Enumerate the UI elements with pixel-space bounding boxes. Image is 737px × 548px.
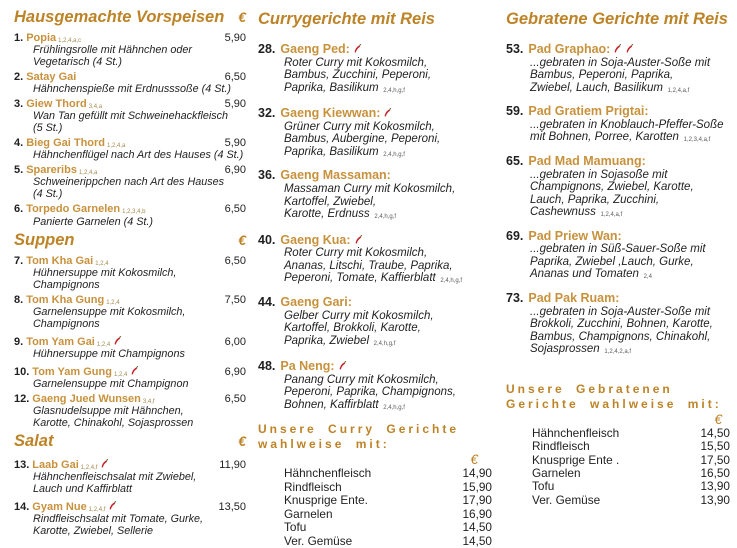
item-name: Giew Thord (26, 98, 87, 111)
option-label: Rindfleisch (284, 479, 342, 494)
item-description-line: Champignons (33, 278, 100, 291)
option-row (258, 535, 494, 548)
option-label: Garnelen (532, 465, 581, 480)
menu-item-header (14, 294, 246, 306)
option-price: 14,50 (700, 425, 730, 440)
item-description-line: Gelber Curry mit Kokosmilch, (284, 309, 434, 322)
chili-icon (353, 42, 362, 54)
menu-item (14, 164, 246, 200)
item-price: 5,90 (224, 137, 246, 150)
item-description-line: Glasnudelsuppe mit Hähnchen, (33, 404, 184, 417)
item-price: 5,90 (224, 31, 246, 44)
item-price: 6,50 (224, 71, 246, 84)
item-number: 8. (14, 293, 24, 306)
item-name: Tom Kha Gai (26, 254, 94, 267)
chili-icon (100, 457, 109, 469)
section-title-fried: Gebratene Gerichte mit Reis (506, 10, 728, 28)
item-number: 2. (14, 71, 24, 84)
item-description-line: Grüner Curry mit Kokosmilch, (284, 120, 435, 133)
options-heading-line2: Gerichte wahlweise mit: (506, 396, 722, 411)
item-number: 5. (14, 164, 24, 177)
item-name: Pad Priew Wan: (528, 228, 622, 243)
item-description-line: Zwiebel, Lauch, Basilikum 1,2,4,a,f (530, 81, 690, 94)
option-label: Tofu (284, 520, 307, 535)
option-label: Ver. Gemüse (532, 492, 601, 507)
menu-item (258, 296, 494, 349)
option-price: 13,90 (700, 479, 730, 494)
option-label: Ver. Gemüse (284, 533, 353, 548)
item-name: Gaeng Massaman: (280, 168, 391, 183)
options-heading-line1: Unsere Gebratenen (506, 381, 673, 396)
menu-item (14, 498, 246, 537)
column-fried-dishes (506, 8, 732, 507)
menu-item-header (258, 296, 494, 310)
section-title: Suppen (14, 230, 75, 249)
item-number: 59. (506, 104, 524, 119)
option-price: 15,50 (700, 439, 730, 454)
menu-item-header (506, 230, 732, 244)
option-price: 17,90 (462, 493, 492, 508)
allergen-codes: 1,2,4 (95, 260, 109, 267)
item-name: Spareribs (26, 164, 77, 177)
item-description-line: Bambus, Zucchini, Peperoni, (284, 69, 432, 82)
item-number: 12. (14, 392, 30, 405)
menu-item-header (258, 358, 494, 374)
option-price: 15,90 (462, 479, 492, 494)
item-number: 32. (258, 106, 276, 121)
menu-item (506, 155, 732, 221)
item-price: 6,90 (224, 365, 246, 378)
euro-symbol: € (470, 452, 478, 468)
menu-item-header (506, 292, 732, 306)
item-name: Pad Mad Mamuang: (528, 153, 646, 168)
item-description-line: mit Bohnen, Porree, Karotten 1,2,3,4,a,f (530, 131, 711, 144)
allergen-codes: 1,2,4,a,f (665, 87, 690, 94)
chili-icon (625, 42, 634, 54)
item-name: Pad Pak Ruam: (528, 290, 620, 305)
item-description-line: Garnelensuppe mit Kokosmilch, (33, 305, 186, 318)
item-name: Gaeng Gari: (280, 294, 352, 309)
item-description-line: Bambus, Peperoni, Paprika, (530, 69, 674, 82)
curry-options-rows (258, 467, 494, 547)
item-description (14, 378, 246, 390)
allergen-codes: 1,2,4,2,a,f (602, 349, 632, 356)
allergen-codes: 2,4,h,g,f (381, 151, 405, 158)
item-number: 48. (258, 359, 276, 374)
item-description (14, 405, 246, 429)
item-description-line: Karotte, Erdnuss 2,4,h,g,f (284, 208, 397, 221)
option-row (258, 508, 494, 521)
item-description-line: Frühlingsrolle mit Hähnchen oder (33, 44, 193, 57)
allergen-codes: 1,2,4,a,c (58, 37, 82, 44)
euro-symbol: € (714, 411, 722, 427)
item-description-line: Karotte, Chinakohl, Sojasprossen (33, 416, 194, 429)
item-description-line: Massaman Curry mit Kokosmilch, (284, 183, 456, 196)
fried-options-block (506, 382, 732, 507)
allergen-codes: 3,4,a (88, 104, 103, 111)
allergen-codes: 1,2,4 (113, 371, 128, 378)
item-description (258, 374, 494, 414)
menu-item (258, 232, 494, 287)
item-description-line: Roter Curry mit Kokosmilch, (284, 56, 428, 69)
menu-item-header (14, 498, 246, 513)
menu-item (14, 137, 246, 161)
option-label: Hähnchenfleisch (284, 466, 372, 481)
item-description-line: Hähnchenspieße mit Erdnusssoße (4 St.) (33, 83, 232, 96)
item-price: 11,90 (219, 458, 246, 471)
section-title: Hausgemachte Vorspeisen (14, 8, 225, 26)
option-label: Knusprige Ente. (284, 493, 368, 508)
item-description (258, 57, 494, 97)
item-description-line: Ananas und Tomaten 2,4 (530, 268, 652, 281)
option-label: Rindfleisch (532, 439, 590, 454)
item-description-line: Champignons, Zwiebel, Karotte, (530, 181, 694, 194)
section-title-curry: Currygerichte mit Reis (258, 10, 435, 28)
item-description-line: ...gebraten in Sojasoße mit (530, 168, 668, 181)
option-price: 14,50 (462, 533, 492, 548)
option-label: Garnelen (284, 506, 333, 521)
item-description-line: ...gebraten in Soja-Auster-Soße mit (530, 305, 711, 318)
allergen-codes: 1,2,4,f (88, 507, 106, 514)
menu-item-header (506, 155, 732, 169)
item-description (506, 243, 732, 283)
option-price: 16,50 (700, 465, 730, 480)
item-description-line: ...gebraten in Knoblauch-Pfeffer-Soße (530, 118, 724, 131)
menu-item-header (14, 333, 246, 348)
item-description-line: Brokkoli, Zucchini, Bohnen, Karotte, (530, 318, 713, 331)
item-description-line: Roter Curry mit Kokosmilch, (284, 247, 428, 260)
option-row (506, 480, 732, 493)
option-label: Hähnchenfleisch (532, 425, 620, 440)
item-description-line: Cashewnuss 1,2,4,a,f (530, 206, 623, 219)
menu-item-header (14, 98, 246, 110)
allergen-codes: 2,4,h,g,f (381, 404, 405, 411)
chili-icon (354, 233, 363, 245)
item-description-line: Hühnersuppe mit Champignons (33, 347, 185, 360)
allergen-codes: 2,4,h,g,f (372, 340, 396, 347)
allergen-codes: 2,4,h,g,f (381, 87, 405, 94)
item-description-line: Paprika, Zwiebel 2,4,h,g,f (284, 334, 396, 347)
item-description (258, 310, 494, 350)
menu-item-header (14, 203, 246, 215)
item-description-line: Peperoni, Paprika, Champignons, (284, 386, 456, 399)
item-description (14, 471, 246, 495)
item-name: Gaeng Jued Wunsen (32, 392, 141, 405)
menu-item-header (258, 169, 494, 183)
item-number: 28. (258, 41, 276, 56)
option-row (506, 427, 732, 440)
menu-item (14, 98, 246, 134)
item-description-line: Peperoni, Tomate, Kaffierblatt 2,4,h,g,f (284, 272, 463, 285)
option-label: Tofu (532, 479, 555, 494)
item-number: 65. (506, 153, 524, 168)
allergen-codes: 1,2,4 (96, 341, 111, 348)
item-number: 73. (506, 290, 524, 305)
item-price: 6,00 (224, 335, 246, 348)
item-description-line: Hühnersuppe mit Kokosmilch, (33, 266, 177, 279)
column-starters-soups-salads (14, 8, 246, 540)
item-description-line: Bohnen, Kaffirblatt 2,4,h,g,f (284, 398, 405, 411)
item-description (14, 267, 246, 291)
chili-icon (338, 359, 347, 371)
item-description (14, 176, 246, 200)
item-description-line: (5 St.) (33, 122, 63, 135)
item-price: 13,50 (218, 501, 246, 514)
allergen-codes: 2,4,h,g,f (372, 214, 397, 221)
menu-item (14, 203, 246, 227)
item-description-line: Bambus, Aubergine, Peperoni, (284, 133, 441, 146)
options-heading-line1: Unsere Curry Gerichte (258, 422, 460, 437)
item-name: Pad Graphao: (528, 41, 611, 56)
option-row (258, 481, 494, 494)
section-header (14, 231, 246, 250)
item-description-line: Karotte, Zwiebel, Sellerie (33, 525, 154, 538)
item-description-line: Ananas, Litschi, Traube, Paprika, (284, 259, 453, 272)
menu-item-header (14, 164, 246, 176)
option-row (506, 494, 732, 507)
item-description-line: Champignons (33, 317, 100, 330)
item-name: Pad Gratiem Prigtai: (528, 104, 649, 119)
item-description (14, 306, 246, 330)
item-name: Tom Yam Gung (32, 365, 112, 378)
item-number: 6. (14, 203, 24, 216)
options-heading-line2: wahlweise mit: (258, 437, 390, 452)
item-price: 6,50 (224, 254, 246, 267)
item-description-line: Bambus, Champignons, Chinakohl, (530, 330, 711, 343)
menu-item-header (506, 105, 732, 119)
item-name: Tom Kha Gung (26, 293, 105, 306)
item-description (506, 119, 732, 146)
column-curry-dishes (258, 8, 494, 548)
curry-item-list (258, 41, 494, 414)
item-description (258, 121, 494, 161)
item-description-line: Vegetarisch (4 St.) (33, 56, 123, 69)
menu-item-header (258, 41, 494, 57)
item-description (506, 169, 732, 221)
item-description-line: Garnelensuppe mit Champignon (33, 377, 189, 390)
option-price: 17,50 (700, 452, 730, 467)
item-description-line: Rindfleischsalat mit Tomate, Gurke, (33, 513, 204, 526)
allergen-codes: 1,2,4,f (80, 464, 98, 471)
item-description-line: Hähnchenflügel nach Art des Hauses (4 St.) (33, 149, 244, 162)
item-description-line: ...gebraten in Süß-Sauer-Soße mit (530, 243, 706, 256)
curry-options-block (258, 422, 494, 547)
allergen-codes: 1,2,4,a,f (598, 212, 623, 219)
item-price: 6,90 (224, 164, 246, 177)
menu-item (14, 393, 246, 429)
item-description-line: Paprika, Basilikum 2,4,h,g,f (284, 81, 405, 94)
menu-item-header (14, 255, 246, 267)
menu-item (258, 169, 494, 222)
menu-item (14, 456, 246, 495)
item-name: Gyam Nue (32, 501, 87, 514)
item-description-line: Sojasprossen 1,2,4,2,a,f (530, 343, 632, 356)
chili-icon (113, 334, 122, 346)
item-price: 5,90 (224, 98, 246, 111)
menu-item (14, 71, 246, 95)
menu-item (258, 358, 494, 413)
menu-item (14, 363, 246, 390)
item-description-line: Lauch und Kaffirblatt (33, 483, 133, 496)
menu-item (258, 41, 494, 96)
item-description (258, 247, 494, 287)
allergen-codes: 1,2,4,a (78, 170, 98, 177)
item-description-line: Schweinerippchen nach Art des Hauses (33, 176, 225, 189)
allergen-codes: 1,2,3,4,a,f (681, 137, 711, 144)
item-number: 7. (14, 254, 24, 267)
item-number: 1. (14, 31, 24, 44)
item-name: Satay Gai (26, 71, 77, 84)
allergen-codes: 1,2,4,a (107, 143, 126, 150)
menu-item-header (14, 71, 246, 83)
item-number: 4. (14, 137, 24, 150)
euro-symbol: € (238, 231, 246, 248)
item-description (258, 183, 494, 223)
item-description-line: Paprika, Zwiebel ,Lauch, Gurke, (530, 255, 694, 268)
item-name: Tom Yam Gai (26, 335, 95, 348)
item-number: 3. (14, 98, 24, 111)
option-row (506, 440, 732, 453)
menu-item (14, 333, 246, 360)
allergen-codes: 2,4 (641, 274, 652, 281)
allergen-codes: 1,2,3,4,b (122, 209, 146, 216)
menu-item-header (506, 41, 732, 57)
menu-item-header (14, 393, 246, 405)
option-label: Knusprige Ente . (532, 452, 620, 467)
item-name: Pa Neng: (280, 359, 335, 374)
option-price: 14,90 (462, 466, 492, 481)
menu-item-header (14, 456, 246, 471)
option-row (506, 454, 732, 467)
item-description (14, 110, 246, 134)
item-description-line: Wan Tan gefüllt mit Schweinehackfleisch (33, 110, 229, 123)
item-name: Gaeng Kua: (280, 232, 351, 247)
item-description (14, 83, 246, 95)
menu-item-header (258, 105, 494, 121)
item-description-line: Kartoffel, Zwiebel, (284, 195, 377, 208)
fried-options-rows (506, 427, 732, 507)
item-number: 53. (506, 41, 524, 56)
menu-item-header (14, 137, 246, 149)
section-header (14, 8, 246, 27)
item-name: Popia (26, 31, 57, 44)
option-price: 13,90 (700, 492, 730, 507)
item-description (14, 149, 246, 161)
item-description (506, 57, 732, 97)
item-name: Torpedo Garnelen (26, 203, 121, 216)
item-description (14, 348, 246, 360)
item-number: 69. (506, 228, 524, 243)
option-price: 14,50 (462, 520, 492, 535)
chili-icon (613, 42, 622, 54)
euro-symbol: € (238, 432, 246, 449)
item-description (14, 44, 246, 68)
item-name: Laab Gai (32, 458, 79, 471)
item-description (14, 513, 246, 537)
item-description-line: Kartoffel, Brokkoli, Karotte, (284, 322, 421, 335)
item-number: 10. (14, 365, 30, 378)
item-price: 6,50 (224, 392, 246, 405)
option-row (506, 467, 732, 480)
allergen-codes: 3,4,f (142, 398, 155, 405)
menu-item (506, 292, 732, 358)
item-description (14, 216, 246, 228)
allergen-codes: 2,4,h,g,f (438, 278, 463, 285)
menu-item (14, 32, 246, 68)
item-description-line: Panang Curry mit Kokosmilch, (284, 373, 439, 386)
menu-item-header (258, 232, 494, 248)
menu-item (14, 255, 246, 291)
item-description-line: Paprika, Basilikum 2,4,h,g,f (284, 145, 405, 158)
item-name: Gaeng Ped: (280, 41, 350, 56)
euro-symbol: € (238, 9, 246, 25)
fried-item-list (506, 41, 732, 358)
menu-item (506, 105, 732, 146)
menu-item-header (14, 32, 246, 44)
item-name: Bieg Gai Thord (26, 137, 106, 150)
section-header (14, 432, 246, 451)
item-price: 7,50 (224, 293, 246, 306)
item-number: 36. (258, 168, 276, 183)
section-title: Salat (14, 431, 54, 450)
option-row (258, 494, 494, 507)
chili-icon (383, 106, 392, 118)
chili-icon (108, 499, 117, 511)
item-description-line: (4 St.) (33, 188, 63, 201)
allergen-codes: 1,2,4 (106, 299, 120, 306)
menu-item (258, 105, 494, 160)
menu-item (506, 41, 732, 96)
menu-item (506, 230, 732, 283)
option-price: 16,90 (462, 506, 492, 521)
chili-icon (130, 364, 139, 376)
item-number: 14. (14, 501, 30, 514)
item-description-line: Lauch, Paprika, Zucchini, (530, 193, 660, 206)
item-description-line: Panierte Garnelen (4 St.) (33, 215, 154, 228)
option-row (258, 467, 494, 480)
item-price: 6,50 (224, 203, 246, 216)
menu-item-header (14, 363, 246, 378)
item-number: 44. (258, 294, 276, 309)
item-description-line: Hähnchenfleischsalat mit Zwiebel, (33, 471, 197, 484)
item-description-line: ...gebraten in Soja-Auster-Soße mit (530, 56, 711, 69)
item-name: Gaeng Kiewwan: (280, 106, 381, 121)
item-number: 9. (14, 335, 24, 348)
option-row (258, 521, 494, 534)
item-number: 13. (14, 458, 30, 471)
item-number: 40. (258, 232, 276, 247)
item-description (506, 306, 732, 358)
menu-item (14, 294, 246, 330)
